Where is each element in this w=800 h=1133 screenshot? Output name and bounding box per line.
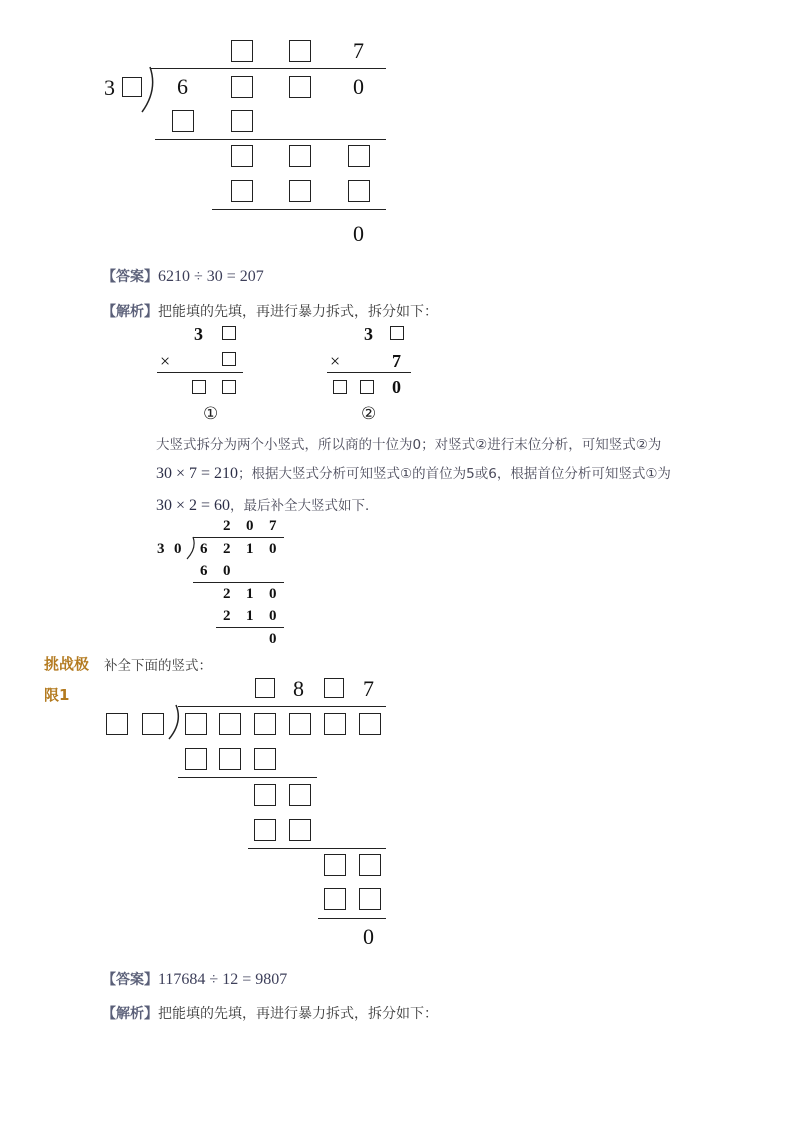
mult-top-digit: 3 — [194, 324, 203, 344]
blank-box — [289, 713, 311, 735]
step-line — [178, 777, 317, 778]
mult-line — [327, 372, 411, 373]
quotient-digit: 7 — [363, 676, 374, 701]
quotient-digit: 2 — [223, 518, 231, 534]
blank-box — [231, 40, 253, 62]
blank-box — [289, 180, 311, 202]
mult-top-digit: 3 — [364, 324, 373, 344]
blank-box — [289, 784, 311, 806]
remainder-digit: 0 — [353, 221, 364, 246]
blank-box — [106, 713, 128, 735]
divisor-digit: 3 — [104, 75, 115, 100]
blank-box — [324, 678, 344, 698]
step-digit: 0 — [223, 563, 231, 579]
challenge-title-1: 挑战极 — [44, 655, 90, 673]
blank-box — [185, 748, 207, 770]
blank-box — [324, 854, 346, 876]
answer-tag: 【答案】 — [102, 972, 158, 988]
math-expression: 30 × 7 = 210 — [156, 465, 239, 482]
circle-label: ② — [361, 404, 377, 424]
quotient-digit: 0 — [246, 518, 254, 534]
blank-box — [289, 40, 311, 62]
dividend-digit: 1 — [246, 541, 254, 557]
explanation-line-3 — [156, 494, 379, 515]
division-bracket — [165, 704, 183, 740]
answer-equation: 117684 ÷ 12 = 9807 — [158, 971, 288, 988]
step-digit: 2 — [223, 608, 231, 624]
division-bracket — [185, 536, 197, 560]
mult-digit: 7 — [392, 351, 401, 371]
analysis2 — [102, 1003, 438, 1023]
result-digit: 0 — [392, 377, 401, 397]
answer1 — [102, 266, 264, 286]
blank-box — [192, 380, 206, 394]
blank-box — [254, 784, 276, 806]
analysis1 — [102, 301, 438, 321]
blank-box — [172, 110, 194, 132]
step-line — [318, 918, 386, 919]
blank-box — [254, 713, 276, 735]
blank-box — [289, 145, 311, 167]
step-digit: 1 — [246, 586, 254, 602]
blank-box — [185, 713, 207, 735]
times-sign: × — [330, 351, 341, 371]
quotient-digit: 8 — [293, 676, 304, 701]
challenge-title-2: 限1 — [44, 686, 70, 704]
analysis-text: 把能填的先填，再进行暴力拆式，拆分如下： — [158, 304, 438, 320]
analysis-text: 把能填的先填，再进行暴力拆式，拆分如下： — [158, 1006, 438, 1022]
times-sign: × — [160, 351, 171, 371]
step-digit: 0 — [269, 608, 277, 624]
blank-box — [255, 678, 275, 698]
blank-box — [333, 380, 347, 394]
blank-box — [231, 110, 253, 132]
quotient-digit: 7 — [353, 38, 364, 63]
step-digit: 1 — [246, 608, 254, 624]
blank-box — [254, 748, 276, 770]
divisor-digit: 3 — [157, 541, 165, 557]
explanation-text: ；根据大竖式分析可知竖式①的首位为5或6，根据首位分析可知竖式①为 — [238, 466, 671, 482]
blank-box — [390, 326, 404, 340]
division-bar — [178, 706, 386, 707]
blank-box — [360, 380, 374, 394]
dividend-digit: 2 — [223, 541, 231, 557]
blank-box — [324, 713, 346, 735]
quotient-digit: 7 — [269, 518, 277, 534]
explanation-line-1: 大竖式拆分为两个小竖式，所以商的十位为0；对竖式②进行末位分析，可知竖式②为 — [156, 437, 662, 453]
answer-equation: 6210 ÷ 30 = 207 — [158, 268, 264, 285]
answer-tag: 【答案】 — [102, 269, 158, 285]
circle-label: ① — [203, 404, 219, 424]
remainder-digit: 0 — [363, 924, 374, 949]
dividend-digit: 6 — [200, 541, 208, 557]
step-line — [193, 582, 284, 583]
step-digit: 6 — [200, 563, 208, 579]
blank-box — [231, 76, 253, 98]
blank-box — [289, 76, 311, 98]
blank-box — [254, 819, 276, 841]
blank-box — [359, 713, 381, 735]
challenge-prompt: 补全下面的竖式： — [104, 658, 212, 674]
step-digit: 2 — [223, 586, 231, 602]
blank-box — [231, 145, 253, 167]
blank-box — [122, 77, 142, 97]
step-line — [212, 209, 386, 210]
blank-box — [222, 380, 236, 394]
step-digit: 0 — [269, 586, 277, 602]
step-line — [155, 139, 386, 140]
explanation-text: ，最后补全大竖式如下． — [230, 498, 379, 514]
answer2 — [102, 969, 287, 989]
explanation-line-2 — [156, 462, 671, 483]
blank-box — [222, 352, 236, 366]
division-bar — [193, 537, 284, 538]
remainder-digit: 0 — [269, 631, 277, 647]
blank-box — [231, 180, 253, 202]
blank-box — [359, 888, 381, 910]
blank-box — [348, 145, 370, 167]
blank-box — [324, 888, 346, 910]
dividend-digit: 0 — [269, 541, 277, 557]
divisor-digit: 0 — [174, 541, 182, 557]
blank-box — [219, 748, 241, 770]
analysis-tag: 【解析】 — [102, 304, 158, 320]
dividend-digit: 6 — [177, 74, 188, 99]
math-expression: 30 × 2 = 60 — [156, 497, 231, 514]
blank-box — [219, 713, 241, 735]
step-line — [216, 627, 284, 628]
division-bar — [150, 68, 386, 69]
blank-box — [222, 326, 236, 340]
mult-line — [157, 372, 243, 373]
analysis-tag: 【解析】 — [102, 1006, 158, 1022]
blank-box — [348, 180, 370, 202]
blank-box — [359, 854, 381, 876]
step-line — [248, 848, 386, 849]
dividend-digit: 0 — [353, 74, 364, 99]
blank-box — [142, 713, 164, 735]
blank-box — [289, 819, 311, 841]
